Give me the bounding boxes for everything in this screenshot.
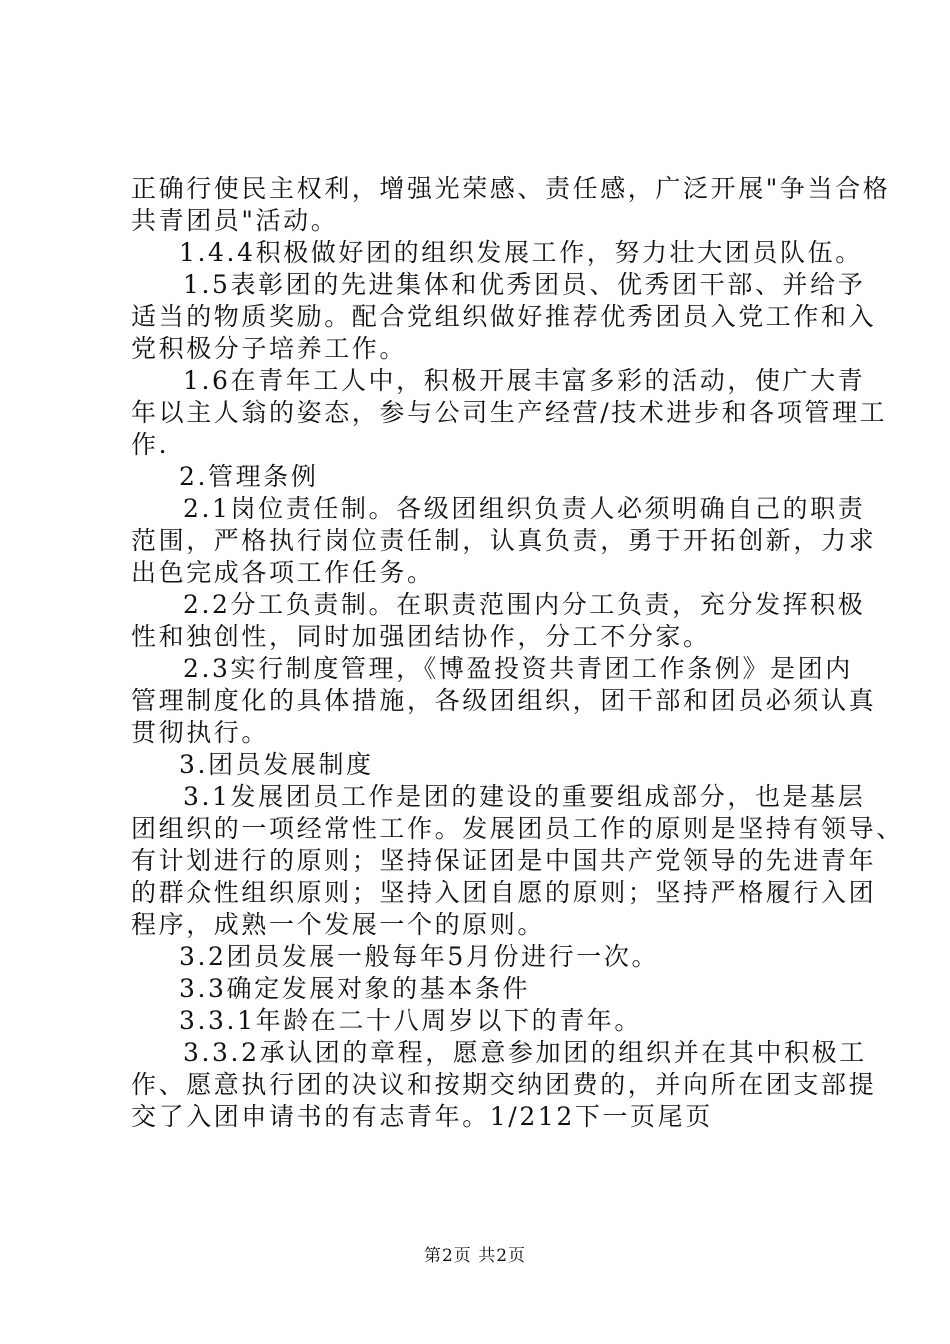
text-line: 作、愿意执行团的决议和按期交纳团费的，并向所在团支部提 (131, 1070, 877, 1099)
document-body (131, 173, 904, 1133)
text-line: 2.1岗位责任制。各级团组织负责人必须明确自己的职责 (183, 494, 866, 523)
text-line: 3.3.2承认团的章程，愿意参加团的组织并在其中积极工 (183, 1038, 867, 1067)
page-footer (0, 1244, 950, 1268)
text-line: 正确行使民主权利，增强光荣感、责任感，广泛开展"争当合格 (131, 174, 891, 203)
text-line: 作. (131, 430, 170, 459)
text-line: 管理制度化的具体措施，各级团组织，团干部和团员必须认真 (131, 686, 877, 715)
text-line: 贯彻执行。 (131, 718, 270, 747)
text-line: 共青团员"活动。 (131, 206, 339, 235)
text-line: 2.3实行制度管理，《博盈投资共青团工作条例》是团内 (183, 654, 853, 683)
text-line: 1.5表彰团的先进集体和优秀团员、优秀团干部、并给予 (183, 270, 866, 299)
text-line: 3.2团员发展一般每年5月份进行一次。 (179, 942, 660, 971)
text-line: 党积极分子培养工作。 (131, 334, 408, 363)
text-line: 范围，严格执行岗位责任制，认真负责，勇于开拓创新，力求 (131, 526, 877, 555)
text-line: 1.4.4积极做好团的组织发展工作，努力壮大团员队伍。 (179, 238, 863, 267)
text-line: 3.3确定发展对象的基本条件 (179, 974, 531, 1003)
text-line: 1.6在青年工人中，积极开展丰富多彩的活动，使广大青 (183, 366, 866, 395)
text-line: 程序，成熟一个发展一个的原则。 (131, 910, 546, 939)
text-line: 的群众性组织原则；坚持入团自愿的原则；坚持严格履行入团 (131, 878, 877, 907)
text-line: 年以主人翁的姿态，参与公司生产经营/技术进步和各项管理工 (131, 398, 888, 427)
text-line: 有计划进行的原则；坚持保证团是中国共产党领导的先进青年 (131, 846, 877, 875)
page-number-label: 第2页 共2页 (423, 1246, 527, 1266)
text-line: 性和独创性，同时加强团结协作，分工不分家。 (131, 622, 711, 651)
text-line: 3.1发展团员工作是团的建设的重要组成部分，也是基层 (183, 782, 866, 811)
text-line: 交了入团申请书的有志青年。1/212下一页尾页 (131, 1102, 713, 1131)
section-heading: 3.团员发展制度 (179, 750, 374, 779)
text-line: 出色完成各项工作任务。 (131, 558, 435, 587)
text-line: 适当的物质奖励。配合党组织做好推荐优秀团员入党工作和入 (131, 302, 877, 331)
section-heading: 2.管理条例 (179, 462, 319, 491)
text-line: 团组织的一项经常性工作。发展团员工作的原则是坚持有领导、 (131, 814, 904, 843)
text-line: 2.2分工负责制。在职责范围内分工负责，充分发挥积极 (183, 590, 866, 619)
text-line: 3.3.1年龄在二十八周岁以下的青年。 (179, 1006, 643, 1035)
